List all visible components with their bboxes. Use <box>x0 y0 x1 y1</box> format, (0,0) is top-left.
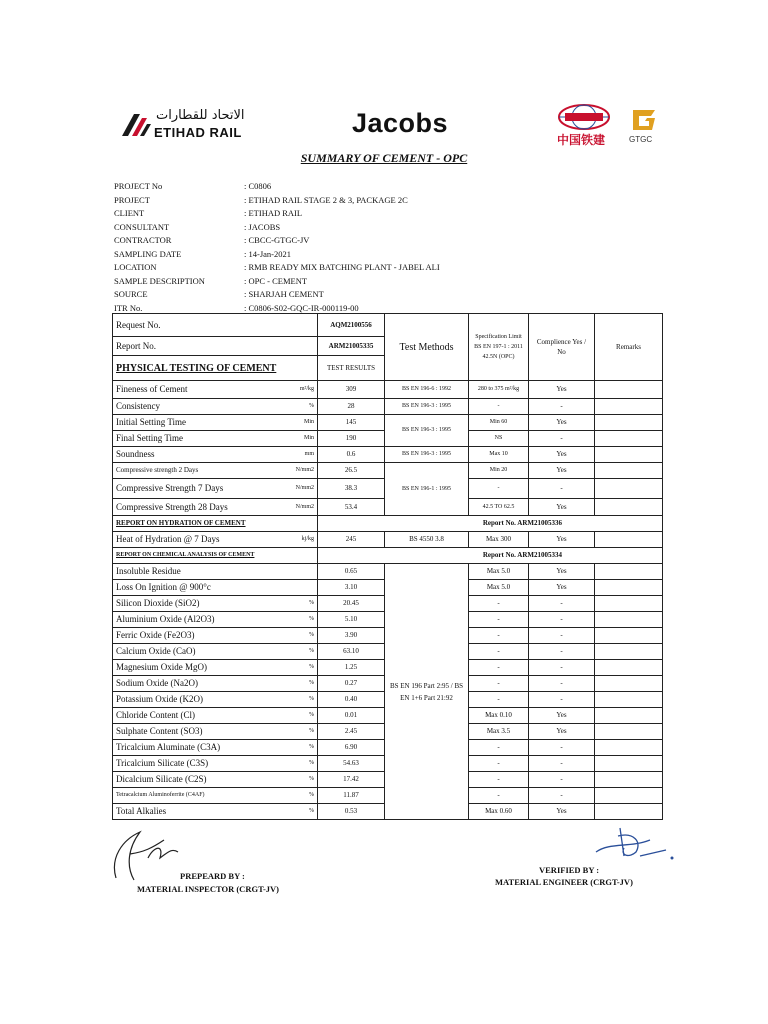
info-value: : ETIHAD RAIL STAGE 2 & 3, PACKAGE 2C <box>244 194 408 205</box>
hydration-method: BS 4550 3.8 <box>385 532 469 548</box>
physical-testing-title: PHYSICAL TESTING OF CEMENT <box>113 356 318 381</box>
verified-by-label: VERIFIED BY : <box>539 865 600 875</box>
chemical-result: 3.10 <box>318 580 385 596</box>
hydration-compliance: Yes <box>529 532 595 548</box>
hydration-report-no: Report No. ARM21005336 <box>318 516 663 532</box>
etihad-english-name: ETIHAD RAIL <box>154 125 242 140</box>
physical-test-result: 38.3 <box>318 479 385 499</box>
chemical-compliance: Yes <box>529 804 595 820</box>
physical-test-result: 26.5 <box>318 463 385 479</box>
chemical-test-name <box>113 724 318 740</box>
chemical-compliance: Yes <box>529 564 595 580</box>
test-unit: % <box>309 664 314 670</box>
cement-summary-table <box>112 313 663 820</box>
etihad-rail-logo <box>120 108 245 142</box>
info-value: : OPC - CEMENT <box>244 275 308 286</box>
test-name: Tricalcium Silicate (C3S) <box>116 758 209 768</box>
chemical-remarks <box>595 644 663 660</box>
chemical-remarks <box>595 788 663 804</box>
chemical-compliance: - <box>529 788 595 804</box>
chemical-remarks <box>595 724 663 740</box>
chemical-test-name <box>113 772 318 788</box>
physical-spec-limit: - <box>469 479 529 499</box>
project-info-row <box>114 180 440 194</box>
info-label: CLIENT <box>114 208 145 218</box>
test-name: Initial Setting Time <box>116 417 187 427</box>
hydration-test-name <box>113 532 318 548</box>
remarks-header: Remarks <box>595 314 663 381</box>
test-name: Silicon Dioxide (SiO2) <box>116 598 200 608</box>
physical-test-result: 190 <box>318 431 385 447</box>
etihad-arabic-name: الاتحاد للقطارات <box>156 108 245 123</box>
test-name: Ferric Oxide (Fe2O3) <box>116 630 195 640</box>
chemical-result: 6.90 <box>318 740 385 756</box>
physical-test-result: 145 <box>318 415 385 431</box>
chemical-result: 11.87 <box>318 788 385 804</box>
chemical-spec-limit: - <box>469 772 529 788</box>
chemical-result: 20.45 <box>318 596 385 612</box>
chemical-test-name <box>113 564 318 580</box>
chemical-test-name <box>113 596 318 612</box>
chemical-test-name <box>113 580 318 596</box>
chemical-test-name <box>113 628 318 644</box>
project-info-row <box>114 248 440 262</box>
physical-spec-limit: Max 10 <box>469 447 529 463</box>
project-info-row <box>114 288 440 302</box>
physical-remarks <box>595 447 663 463</box>
physical-compliance: Yes <box>529 447 595 463</box>
test-unit: % <box>309 792 314 798</box>
test-name: Consistency <box>116 401 160 411</box>
test-name: Aluminium Oxide (Al2O3) <box>116 614 215 624</box>
physical-remarks <box>595 479 663 499</box>
chemical-test-name <box>113 708 318 724</box>
physical-test-method: BS EN 196-6 : 1992 <box>385 381 469 399</box>
chemical-remarks <box>595 756 663 772</box>
info-label: CONSULTANT <box>114 221 170 232</box>
info-value: : C0806-S02-GQC-IR-000119-00 <box>244 302 359 313</box>
test-unit: % <box>309 712 314 718</box>
chemical-remarks <box>595 676 663 692</box>
chemical-test-name <box>113 612 318 628</box>
chemical-spec-limit: Max 0.60 <box>469 804 529 820</box>
chemical-compliance: - <box>529 644 595 660</box>
physical-test-name <box>113 431 318 447</box>
chemical-remarks <box>595 564 663 580</box>
chemical-compliance: - <box>529 660 595 676</box>
info-label: PROJECT No <box>114 181 163 191</box>
chemical-compliance: - <box>529 676 595 692</box>
chemical-remarks <box>595 628 663 644</box>
cbcc-gtgc-logo <box>557 104 669 148</box>
test-unit: N/mm2 <box>295 503 314 510</box>
test-unit: Min <box>303 419 314 425</box>
info-label: SAMPLING DATE <box>114 248 182 259</box>
physical-test-name <box>113 463 318 479</box>
test-name: Soundness <box>116 449 155 459</box>
physical-remarks <box>595 463 663 479</box>
test-name: Total Alkalies <box>116 806 167 816</box>
chemical-test-name <box>113 788 318 804</box>
physical-compliance: - <box>529 431 595 447</box>
project-info-row <box>114 261 440 275</box>
test-name: Sulphate Content (SO3) <box>116 726 203 736</box>
test-unit: % <box>309 760 314 766</box>
chemical-result: 1.25 <box>318 660 385 676</box>
chemical-result: 0.01 <box>318 708 385 724</box>
test-unit: N/mm2 <box>295 485 314 491</box>
prepared-by-role: MATERIAL INSPECTOR (CRGT-JV) <box>137 884 280 894</box>
report-no-value: ARM21005335 <box>318 337 385 356</box>
test-name: Compressive strength 2 Days <box>116 466 199 474</box>
chemical-test-name <box>113 692 318 708</box>
prepared-by-label: PREPEARD BY : <box>180 871 245 881</box>
info-label: CONTRACTOR <box>114 235 172 245</box>
physical-compliance: Yes <box>529 463 595 479</box>
physical-test-method: BS EN 196-3 : 1995 <box>385 399 469 415</box>
test-unit: Min <box>303 435 314 441</box>
chemical-result: 0.27 <box>318 676 385 692</box>
physical-compliance: Yes <box>529 499 595 516</box>
chemical-spec-limit: - <box>469 596 529 612</box>
chemical-test-name <box>113 644 318 660</box>
chemical-spec-limit: Max 0.10 <box>469 708 529 724</box>
chemical-spec-limit: Max 5.0 <box>469 564 529 580</box>
test-unit: N/mm2 <box>295 467 314 473</box>
chemical-remarks <box>595 772 663 788</box>
chemical-compliance: - <box>529 740 595 756</box>
chemical-result: 0.40 <box>318 692 385 708</box>
chemical-spec-limit: - <box>469 612 529 628</box>
test-unit: mm <box>304 451 314 457</box>
chemical-result: 2.45 <box>318 724 385 740</box>
project-info-row <box>114 194 440 208</box>
chemical-result: 0.65 <box>318 564 385 580</box>
test-name: Magnesium Oxide MgO) <box>116 662 207 672</box>
chemical-spec-limit: - <box>469 676 529 692</box>
chemical-report-no: Report No. ARM21005334 <box>318 548 663 564</box>
test-unit: % <box>309 696 314 702</box>
info-value: : SHARJAH CEMENT <box>244 289 324 299</box>
physical-spec-limit: Min 20 <box>469 463 529 479</box>
physical-spec-limit: 280 to 375 m²/kg <box>469 381 529 399</box>
test-unit: % <box>309 616 314 622</box>
chemical-remarks <box>595 596 663 612</box>
info-label: ITR No. <box>114 302 143 313</box>
physical-test-name <box>113 499 318 516</box>
test-name: Chloride Content (Cl) <box>116 710 195 720</box>
chemical-test-method: BS EN 196 Part 2:95 / BS EN 1+6 Part 21:92 <box>385 564 469 820</box>
physical-compliance: - <box>529 479 595 499</box>
info-label: SAMPLE DESCRIPTION <box>114 275 205 286</box>
chemical-section-title: REPORT ON CHEMICAL ANALYSIS OF CEMENT <box>113 548 318 564</box>
chemical-remarks <box>595 612 663 628</box>
chemical-spec-limit: - <box>469 628 529 644</box>
info-value: : C0806 <box>244 181 272 191</box>
test-name: Compressive Strength 28 Days <box>116 501 228 512</box>
gtgc-name: GTGC <box>629 135 653 144</box>
physical-test-result: 309 <box>318 381 385 399</box>
chemical-test-name <box>113 676 318 692</box>
chemical-spec-limit: Max 5.0 <box>469 580 529 596</box>
test-unit: m²/kg <box>299 386 314 392</box>
chemical-compliance: - <box>529 756 595 772</box>
chemical-compliance: Yes <box>529 724 595 740</box>
chemical-spec-limit: - <box>469 660 529 676</box>
verified-by-role: MATERIAL ENGINEER (CRGT-JV) <box>495 877 633 887</box>
test-unit: kj/kg <box>301 536 314 542</box>
chemical-compliance: - <box>529 692 595 708</box>
physical-spec-limit: - <box>469 399 529 415</box>
physical-test-name <box>113 415 318 431</box>
test-unit: % <box>309 600 314 606</box>
test-name: Calcium Oxide (CaO) <box>116 646 196 656</box>
info-value: : JACOBS <box>244 221 281 232</box>
physical-test-method: BS EN 196-3 : 1995 <box>385 415 469 447</box>
test-name: Tricalcium Aluminate (C3A) <box>116 742 221 752</box>
physical-compliance: Yes <box>529 415 595 431</box>
test-name: Sodium Oxide (Na2O) <box>116 678 198 688</box>
test-name: Final Setting Time <box>116 433 184 443</box>
request-no-label: Request No. <box>113 314 318 337</box>
chemical-result: 0.53 <box>318 804 385 820</box>
chemical-spec-limit: - <box>469 788 529 804</box>
physical-test-name <box>113 479 318 499</box>
info-label: LOCATION <box>114 262 157 272</box>
engineer-signature <box>590 822 680 868</box>
etihad-mark-icon <box>120 108 152 138</box>
test-name: Tetracalcium Aluminoferrite (C4AF) <box>116 792 205 798</box>
chemical-spec-limit: - <box>469 740 529 756</box>
info-value: : CBCC-GTGC-JV <box>244 235 310 245</box>
spec-limit-header: Specification Limit BS EN 197-1 : 2011 42.5N (OPC) <box>469 314 529 381</box>
chemical-result: 3.90 <box>318 628 385 644</box>
chemical-test-name <box>113 740 318 756</box>
hydration-spec-limit: Max 300 <box>469 532 529 548</box>
chemical-compliance: - <box>529 628 595 644</box>
physical-remarks <box>595 381 663 399</box>
test-unit: % <box>309 680 314 686</box>
jacobs-logo: Jacobs <box>352 108 449 138</box>
info-label: SOURCE <box>114 289 148 299</box>
chemical-spec-limit: - <box>469 692 529 708</box>
chemical-remarks <box>595 804 663 820</box>
physical-test-name <box>113 447 318 463</box>
project-info-row <box>114 221 440 235</box>
hydration-result: 245 <box>318 532 385 548</box>
document-title: SUMMARY OF CEMENT - OPC <box>300 151 468 165</box>
physical-remarks <box>595 499 663 516</box>
physical-test-method: BS EN 196-1 : 1995 <box>385 463 469 516</box>
chemical-compliance: Yes <box>529 580 595 596</box>
chemical-spec-limit: - <box>469 756 529 772</box>
info-label: PROJECT <box>114 194 150 205</box>
chemical-remarks <box>595 740 663 756</box>
report-no-label: Report No. <box>113 337 318 356</box>
test-unit: % <box>309 648 314 654</box>
chemical-compliance: Yes <box>529 708 595 724</box>
physical-test-result: 28 <box>318 399 385 415</box>
info-value: : ETIHAD RAIL <box>244 208 303 218</box>
inspector-signature <box>108 818 186 884</box>
hydration-remarks <box>595 532 663 548</box>
project-info-row <box>114 234 440 248</box>
physical-spec-limit: 42.5 TO 62.5 <box>469 499 529 516</box>
chemical-remarks <box>595 692 663 708</box>
request-no-value: AQM2100556 <box>318 314 385 337</box>
test-name: Loss On Ignition @ 900°c <box>116 582 211 592</box>
physical-remarks <box>595 431 663 447</box>
chemical-test-name <box>113 756 318 772</box>
physical-test-method: BS EN 196-3 : 1995 <box>385 447 469 463</box>
physical-test-result: 53.4 <box>318 499 385 516</box>
project-info-row <box>114 207 440 221</box>
test-name: Heat of Hydration @ 7 Days <box>116 534 220 544</box>
chemical-compliance: - <box>529 772 595 788</box>
test-unit: % <box>309 728 314 734</box>
test-name: Insoluble Residue <box>116 566 181 576</box>
test-unit: % <box>309 808 314 814</box>
physical-spec-limit: Min 60 <box>469 415 529 431</box>
compliance-header: Complience Yes / No <box>529 314 595 381</box>
chemical-result: 54.63 <box>318 756 385 772</box>
test-name: Dicalcium Silicate (C2S) <box>116 774 207 784</box>
physical-test-name <box>113 399 318 415</box>
chemical-spec-limit: Max 3.5 <box>469 724 529 740</box>
cbcc-globe-icon <box>557 104 669 134</box>
physical-test-result: 0.6 <box>318 447 385 463</box>
physical-test-name <box>113 381 318 399</box>
project-info-block <box>114 180 440 315</box>
chemical-remarks <box>595 660 663 676</box>
chemical-spec-limit: - <box>469 644 529 660</box>
test-results-header: TEST RESULTS <box>318 356 385 381</box>
test-name: Potassium Oxide (K2O) <box>116 694 203 704</box>
physical-compliance: Yes <box>529 381 595 399</box>
info-value: : RMB READY MIX BATCHING PLANT - JABEL ALI <box>244 262 440 272</box>
project-info-row <box>114 275 440 289</box>
test-unit: % <box>309 776 314 782</box>
chemical-compliance: - <box>529 612 595 628</box>
physical-compliance: - <box>529 399 595 415</box>
test-name: Fineness of Cement <box>116 384 188 394</box>
physical-spec-limit: NS <box>469 431 529 447</box>
chemical-result: 63.10 <box>318 644 385 660</box>
chemical-remarks <box>595 580 663 596</box>
chemical-result: 17.42 <box>318 772 385 788</box>
info-value: : 14-Jan-2021 <box>244 248 291 259</box>
physical-remarks <box>595 399 663 415</box>
test-unit: % <box>309 403 314 409</box>
chemical-remarks <box>595 708 663 724</box>
test-unit: % <box>309 632 314 638</box>
chemical-result: 5.10 <box>318 612 385 628</box>
test-name: Compressive Strength 7 Days <box>116 483 224 493</box>
hydration-section-title: REPORT ON HYDRATION OF CEMENT <box>113 516 318 532</box>
cbcc-chinese-name: 中国铁建 <box>557 133 606 147</box>
physical-remarks <box>595 415 663 431</box>
test-unit: % <box>309 744 314 750</box>
chemical-test-name <box>113 660 318 676</box>
test-methods-header: Test Methods <box>385 314 469 381</box>
chemical-compliance: - <box>529 596 595 612</box>
